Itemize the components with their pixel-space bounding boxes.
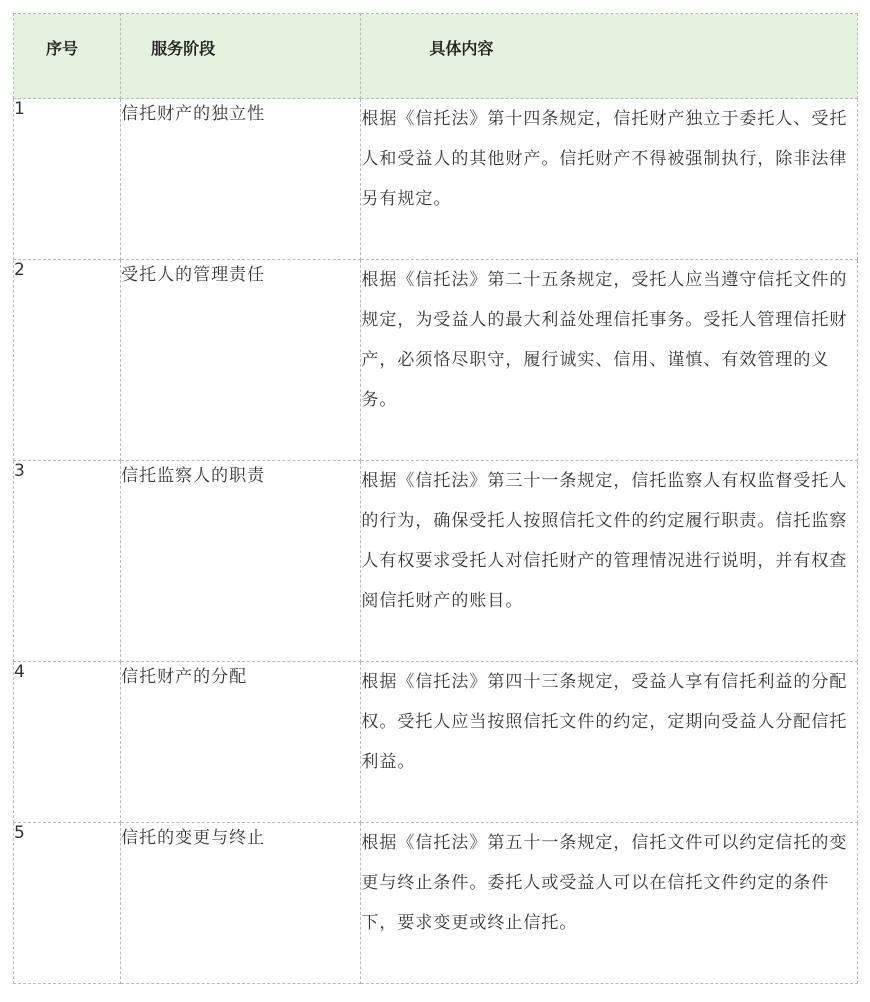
table-row xyxy=(14,260,858,461)
row-content: 根据《信托法》第二十五条规定，受托人应当遵守信托文件的规定，为受益人的最大利益处理信托事务。受托人管理信托财产，必须恪尽职守，履行诚实、信用、谨慎、有效管理的义务。 xyxy=(361,260,858,461)
header-row xyxy=(14,14,858,99)
row-number: 2 xyxy=(14,260,121,461)
row-stage: 信托财产的分配 xyxy=(121,662,361,823)
table-header xyxy=(14,14,858,99)
row-content: 根据《信托法》第十四条规定，信托财产独立于委托人、受托人和受益人的其他财产。信托财产不得被强制执行，除非法律另有规定。 xyxy=(361,99,858,260)
row-stage: 信托财产的独立性 xyxy=(121,99,361,260)
row-stage: 信托的变更与终止 xyxy=(121,823,361,984)
header-no: 序号 xyxy=(14,14,121,99)
table-row xyxy=(14,461,858,662)
row-number: 1 xyxy=(14,99,121,260)
row-number: 3 xyxy=(14,461,121,662)
row-content: 根据《信托法》第五十一条规定，信托文件可以约定信托的变更与终止条件。委托人或受益人可以在信托文件约定的条件下，要求变更或终止信托。 xyxy=(361,823,858,984)
row-content: 根据《信托法》第三十一条规定，信托监察人有权监督受托人的行为，确保受托人按照信托文件的约定履行职责。信托监察人有权要求受托人对信托财产的管理情况进行说明，并有权查阅信托财产的账目。 xyxy=(361,461,858,662)
trust-service-table xyxy=(13,13,858,984)
row-number: 5 xyxy=(14,823,121,984)
row-stage: 信托监察人的职责 xyxy=(121,461,361,662)
row-number: 4 xyxy=(14,662,121,823)
row-stage: 受托人的管理责任 xyxy=(121,260,361,461)
row-content: 根据《信托法》第四十三条规定，受益人享有信托利益的分配权。受托人应当按照信托文件的约定，定期向受益人分配信托利益。 xyxy=(361,662,858,823)
table-body xyxy=(14,99,858,984)
table-row xyxy=(14,662,858,823)
header-stage: 服务阶段 xyxy=(121,14,361,99)
table-row xyxy=(14,99,858,260)
header-content: 具体内容 xyxy=(361,14,858,99)
table-row xyxy=(14,823,858,984)
